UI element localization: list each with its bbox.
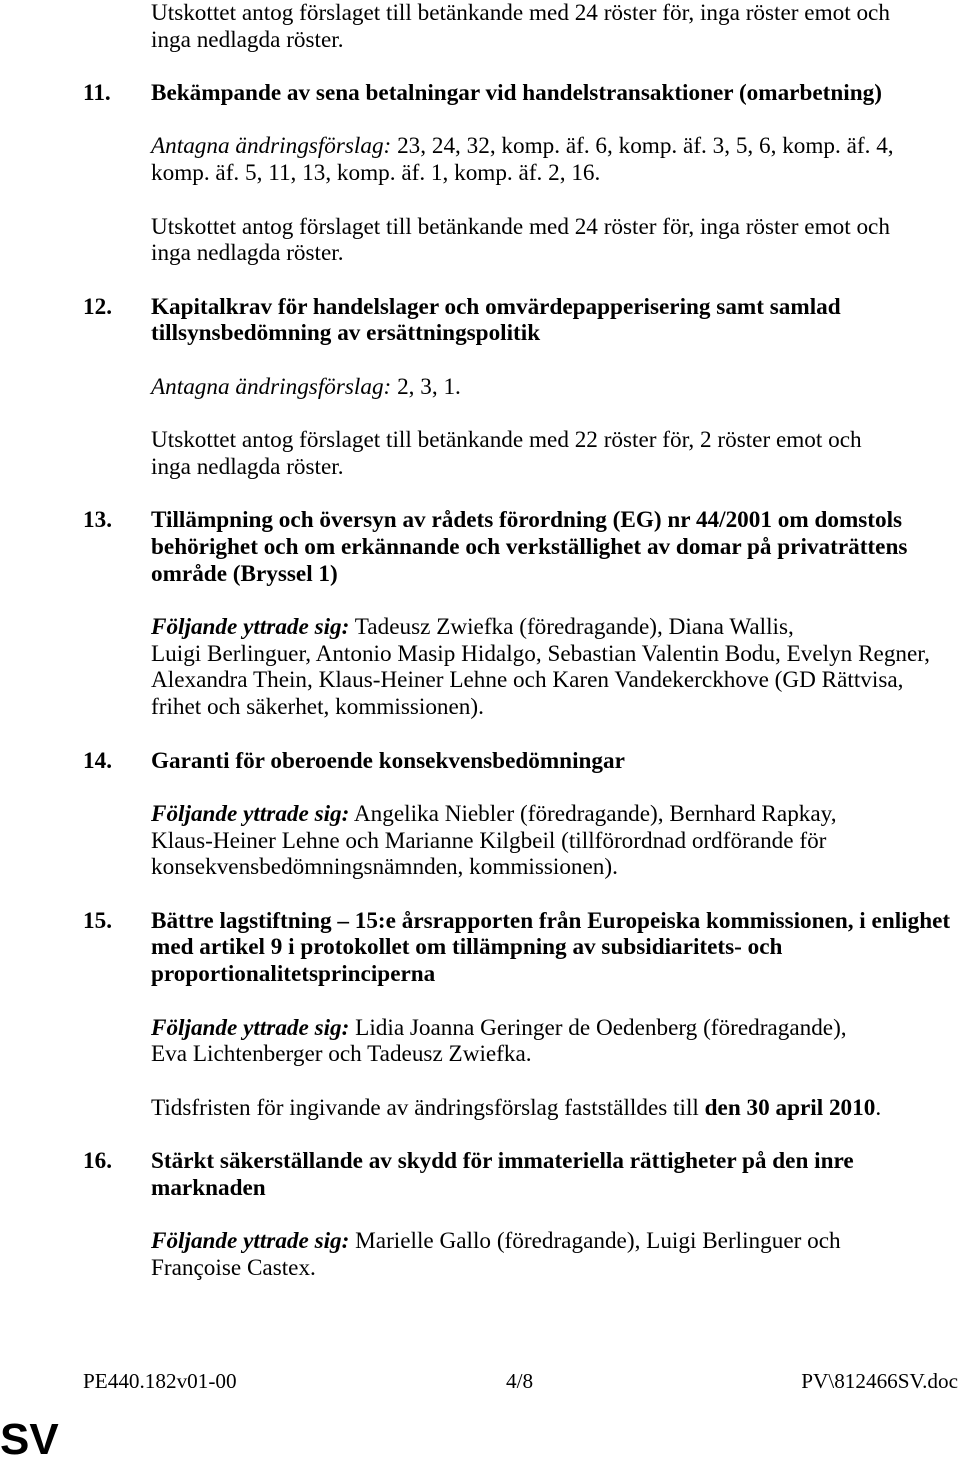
item-title-line: tillsynsbedömning av ersättningspolitik xyxy=(151,320,541,347)
item-title-line: med artikel 9 i protokollet om tillämpning av subsidiaritets- och xyxy=(151,934,783,961)
vote-result xyxy=(151,214,960,267)
item-title xyxy=(151,294,960,347)
page-number: 4/8 xyxy=(506,1369,534,1393)
adopted-amendments-text: 2, 3, 1. xyxy=(397,373,461,400)
speakers-text: Eva Lichtenberger och Tadeusz Zwiefka. xyxy=(151,1041,532,1068)
item-title xyxy=(151,908,960,988)
agenda-item-11 xyxy=(0,80,960,267)
item-heading xyxy=(83,1148,960,1201)
speakers xyxy=(151,1228,960,1281)
agenda-item-15 xyxy=(0,908,960,1122)
speakers-label: Följande yttrade sig: xyxy=(151,1014,350,1041)
item-title-line: marknaden xyxy=(151,1174,266,1201)
adopted-amendments xyxy=(151,374,960,401)
item-title-line: Kapitalkrav för handelslager och omvärdepapperisering samt samlad xyxy=(151,293,841,320)
speakers xyxy=(151,801,960,881)
vote-result-line: inga nedlagda röster. xyxy=(151,26,344,53)
item-title-line: Garanti för oberoende konsekvensbedömningar xyxy=(151,747,625,774)
deadline-suffix: . xyxy=(875,1094,882,1121)
item-number: 14. xyxy=(83,747,112,774)
speakers-text: konsekvensbedömningsnämnden, kommissionen). xyxy=(151,854,618,881)
item-heading xyxy=(83,908,960,988)
item-heading xyxy=(83,80,960,107)
speakers-text: Alexandra Thein, Klaus-Heiner Lehne och Karen Vandekerckhove (GD Rättvisa, xyxy=(151,667,904,694)
adopted-amendments-text: komp. äf. 5, 11, 13, komp. äf. 1, komp. äf. 2, 16. xyxy=(151,160,601,187)
item-title xyxy=(151,80,960,107)
vote-result-line: inga nedlagda röster. xyxy=(151,240,344,267)
item-title-line: Stärkt säkerställande av skydd för immateriella rättigheter på den inre xyxy=(151,1148,854,1175)
speakers-line xyxy=(151,801,960,828)
speakers-line xyxy=(151,1228,960,1255)
item-title-line: Tillämpning och översyn av rådets förordning (EG) nr 44/2001 om domstols xyxy=(151,507,903,534)
speakers-text: Luigi Berlinguer, Antonio Masip Hidalgo, Sebastian Valentin Bodu, Evelyn Regner, xyxy=(151,640,930,667)
speakers-text: Klaus-Heiner Lehne och Marianne Kilgbeil (tillförordnad ordförande för xyxy=(151,827,827,854)
speakers-text: frihet och säkerhet, kommissionen). xyxy=(151,694,484,721)
item-title-line: Bättre lagstiftning – 15:e årsrapporten från Europeiska kommissionen, i enlighet xyxy=(151,907,951,934)
vote-result xyxy=(151,427,960,480)
item-title xyxy=(151,1148,960,1201)
item-title-line: område (Bryssel 1) xyxy=(151,560,338,587)
speakers-line xyxy=(151,1015,960,1042)
adopted-amendments-line xyxy=(151,133,960,160)
deadline-line xyxy=(151,1095,960,1122)
item-title-line: proportionalitetsprinciperna xyxy=(151,961,436,988)
adopted-amendments-label: Antagna ändringsförslag: xyxy=(151,133,392,160)
speakers-text: Angelika Niebler (föredragande), Bernhard Rapkay, xyxy=(353,800,837,827)
vote-result-line: inga nedlagda röster. xyxy=(151,453,344,480)
item-number: 15. xyxy=(83,907,112,934)
agenda-item-12 xyxy=(0,294,960,481)
item-title-line: Bekämpande av sena betalningar vid handelstransaktioner (omarbetning) xyxy=(151,80,882,107)
agenda-item-13 xyxy=(0,507,960,721)
item-title xyxy=(151,507,960,587)
vote-result-line: Utskottet antog förslaget till betänkande med 22 röster för, 2 röster emot och xyxy=(151,427,862,454)
vote-result-line: Utskottet antog förslaget till betänkande med 24 röster för, inga röster emot och xyxy=(151,213,890,240)
speakers xyxy=(151,1015,960,1068)
item-title xyxy=(151,748,960,775)
page-footer xyxy=(0,1368,960,1394)
item-number: 16. xyxy=(83,1148,112,1175)
agenda-item-14 xyxy=(0,748,960,882)
item-number: 12. xyxy=(83,293,112,320)
item-heading xyxy=(83,748,960,775)
item-number: 13. xyxy=(83,507,112,534)
speakers-text: Lidia Joanna Geringer de Oedenberg (föredragande), xyxy=(355,1014,847,1041)
vote-result xyxy=(151,0,960,53)
file-name: PV\812466SV.doc xyxy=(801,1369,958,1393)
adopted-amendments-label: Antagna ändringsförslag: xyxy=(151,373,392,400)
adopted-amendments xyxy=(151,133,960,186)
speakers xyxy=(151,614,960,721)
speakers-text: Marielle Gallo (föredragande), Luigi Berlinguer och xyxy=(355,1228,841,1255)
speakers-text: Françoise Castex. xyxy=(151,1254,316,1281)
speakers-label: Följande yttrade sig: xyxy=(151,614,350,641)
adopted-amendments-line xyxy=(151,374,960,401)
deadline-date: den 30 april 2010 xyxy=(704,1094,876,1121)
speakers-line xyxy=(151,614,960,641)
speakers-label: Följande yttrade sig: xyxy=(151,1228,350,1255)
agenda-item-16 xyxy=(0,1148,960,1282)
speakers-label: Följande yttrade sig: xyxy=(151,800,350,827)
deadline-text: Tidsfristen för ingivande av ändringsförslag fastställdes till xyxy=(151,1094,699,1121)
vote-result-line: Utskottet antog förslaget till betänkande med 24 röster för, inga röster emot och xyxy=(151,0,890,26)
document-reference: PE440.182v01-00 xyxy=(83,1369,237,1393)
item-number: 11. xyxy=(83,80,111,107)
speakers-text: Tadeusz Zwiefka (föredragande), Diana Wallis, xyxy=(354,614,794,641)
adopted-amendments-text: 23, 24, 32, komp. äf. 6, komp. äf. 3, 5, 6, komp. äf. 4, xyxy=(397,133,894,160)
item-title-line: behörighet och om erkännande och verkställighet av domar på privaträttens xyxy=(151,533,908,560)
deadline-note xyxy=(151,1095,960,1122)
item-heading xyxy=(83,507,960,587)
language-code: SV xyxy=(0,1415,59,1462)
item-heading xyxy=(83,294,960,347)
